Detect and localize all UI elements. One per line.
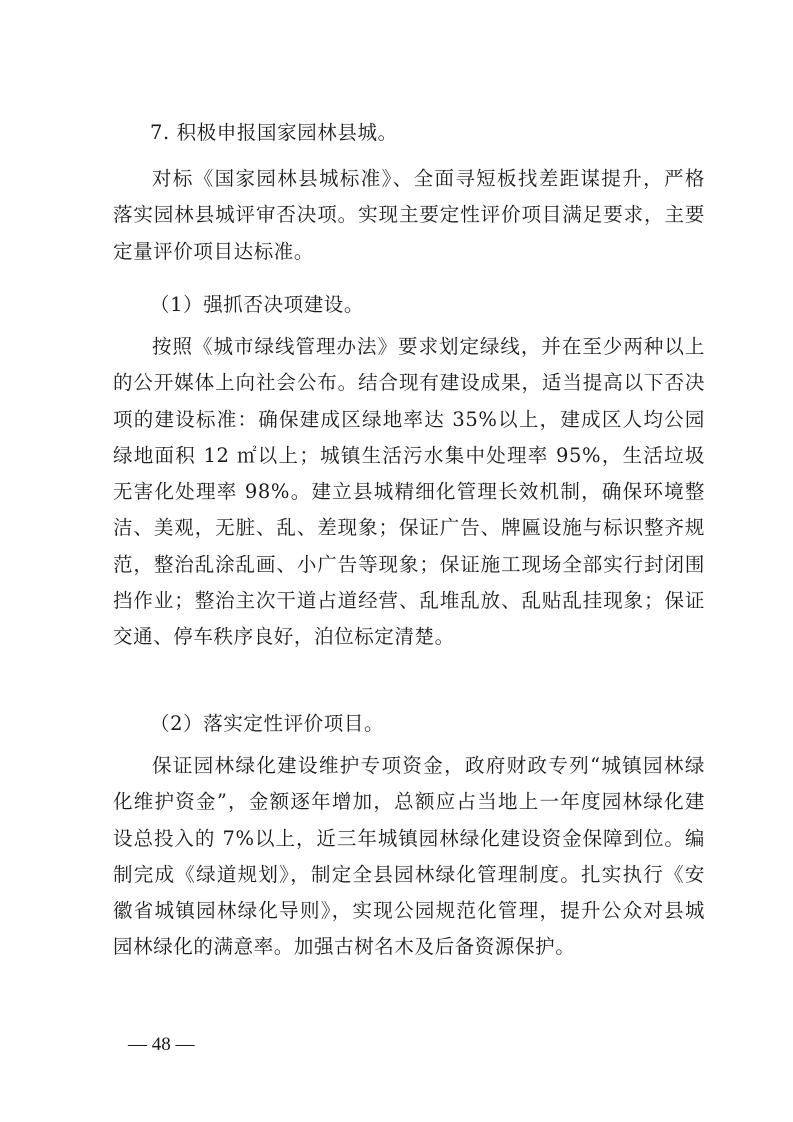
paragraph-qualitative-items: [113, 748, 705, 966]
subheading-qualitative-items: （2）落实定性评价项目。: [150, 712, 385, 735]
paragraph-text: 保证园林绿化建设维护专项资金，政府财政专列“城镇园林绿化维护资金”，金额逐年增加，总额应占当地上一年度园林绿化建设总投入的 7%以上，近三年城镇园林绿化建设资金保障到位。编制完成《绿道规划》，制定全县园林绿化管理制度。扎实执行《安徽省城镇园林绿化导则》，实现公园规范化管理，提升公众对县城园林绿化的满意率。加强古树名木及后备资源保护。: [113, 754, 705, 959]
paragraph-veto-items: [113, 329, 705, 656]
paragraph-text: 按照《城市绿线管理办法》要求划定绿线，并在至少两种以上的公开媒体上向社会公布。结合现有建设成果，适当提高以下否决项的建设标准：确保建成区绿地率达 35%以上，建成区人均公园绿地面积 12 ㎡以上；城镇生活污水集中处理率 95%，生活垃圾无害化处理率 98%。建立县城精细化管理长效机制，确保环境整洁、美观，无脏、乱、差现象；保证广告、牌匾设施与标识整齐规范，整治乱涂乱画、小广告等现象；保证施工现场全部实行封闭围挡作业；整治主次干道占道经营、乱堆乱放、乱贴乱挂现象；保证交通、停车秩序良好，泊位标定清楚。: [113, 335, 705, 649]
paragraph-text: 对标《国家园林县城标准》、全面寻短板找差距谋提升，严格落实园林县城评审否决项。实现主要定性评价项目满足要求，主要定量评价项目达标准。: [113, 167, 705, 263]
page-number: — 48 —: [128, 1034, 195, 1055]
paragraph-standards: [113, 161, 705, 270]
section-title: 7. 积极申报国家园林县城。: [150, 121, 398, 144]
subheading-veto-items: （1）强抓否决项建设。: [150, 293, 365, 316]
